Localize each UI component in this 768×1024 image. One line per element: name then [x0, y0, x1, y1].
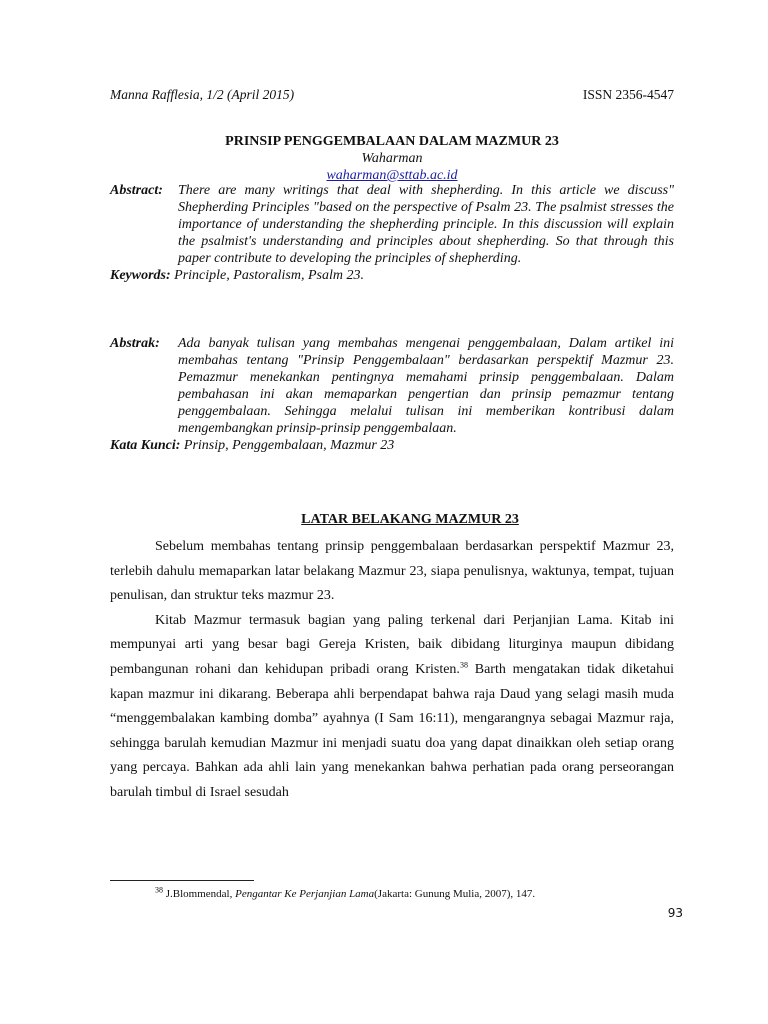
abstrak-label: Abstrak:	[110, 336, 160, 351]
keywords-label: Keywords:	[110, 268, 171, 283]
abstrak-text: Ada banyak tulisan yang membahas mengenai penggembalaan, Dalam artikel ini membahas tentang "Prinsip Penggembalaan" berdasarkan perspektif Mazmur 23. Pemazmur menekankan pentingnya memahami prinsip penggembalaan. Dalam pembahasan ini akan memaparkan pengertian dan prinsip pemazmur tentang penggembalaan. Sehingga melalui tulisan ini memberikan kontribusi dalam mengembangkan prinsip-prinsip penggembalaan.	[178, 336, 674, 436]
abstract-english	[110, 182, 674, 284]
paragraph-1: Sebelum membahas tentang prinsip penggembalaan berdasarkan perspektif Mazmur 23, terlebih dahulu memaparkan latar belakang Mazmur 23, siapa penulisnya, waktunya, tempat, tujuan penulisan, dan struktur teks mazmur 23.	[110, 539, 674, 604]
paragraph-2-part-a: Kitab Mazmur termasuk bagian yang paling terkenal dari Perjanjian Lama. Kitab ini mempunyai arti yang besar bagi Gereja Kristen, baik dibidang liturginya maupun dibidang pembangunan rohani dan kehidupan pribadi orang Kristen.	[110, 612, 674, 677]
issn-header: ISSN 2356-4547	[582, 87, 674, 102]
kata-kunci-label: Kata Kunci:	[110, 438, 181, 453]
footnote	[155, 885, 536, 900]
paragraph-2	[110, 609, 674, 806]
keywords-text: Principle, Pastoralism, Psalm 23.	[174, 268, 364, 283]
article-title: PRINSIP PENGGEMBALAAN DALAM MAZMUR 23	[225, 134, 559, 149]
abstract-label: Abstract:	[110, 183, 163, 198]
keywords-row	[110, 267, 674, 284]
footnote-book-title: Pengantar Ke Perjanjian Lama	[235, 888, 375, 900]
footnote-publication: (Jakarta: Gunung Mulia, 2007), 147.	[374, 888, 536, 900]
abstract-indonesian	[110, 335, 674, 454]
title-block	[110, 133, 674, 184]
kata-kunci-text: Prinsip, Penggembalaan, Mazmur 23	[183, 438, 395, 453]
body-text	[110, 535, 674, 806]
abstract-text: There are many writings that deal with shepherding. In this article we discuss" Shepherding Principles "based on the perspective of Psalm 23. The psalmist stresses the importance of understanding the shepherding principle. In this discussion will explain the psalmist's understanding and principles about shepherding. So that through this paper contribute to developing the principles of shepherding.	[178, 183, 674, 266]
footnote-author: J.Blommendal,	[163, 888, 236, 900]
paragraph-2-part-b: Barth mengatakan tidak diketahui kapan mazmur ini dikarang. Beberapa ahli berpendapat bahwa raja Daud yang selagi masih muda “menggembalakan kambing domba” ayahnya (I Sam 16:11), mengarangnya sebagai Mazmur raja, sehingga barulah kemudian Mazmur ini menjadi suatu doa yang dapat dinaikkan oleh setiap orang yang percaya. Bahkan ada ahli lain yang menekankan bahwa perhatian pada orang perseorangan barulah timbul di Israel sesudah	[110, 661, 675, 800]
article-author: Waharman	[361, 151, 423, 166]
footnote-divider	[110, 880, 254, 881]
footnote-number: 38	[155, 885, 163, 895]
kata-kunci-row	[110, 437, 674, 454]
footnote-reference[interactable]: 38	[459, 660, 468, 670]
page-number: 93	[667, 906, 683, 920]
author-email-link[interactable]: waharman@sttab.ac.id	[326, 168, 458, 183]
section-heading: LATAR BELAKANG MAZMUR 23	[301, 512, 519, 527]
journal-header: Manna Rafflesia, 1/2 (April 2015)	[110, 87, 295, 102]
